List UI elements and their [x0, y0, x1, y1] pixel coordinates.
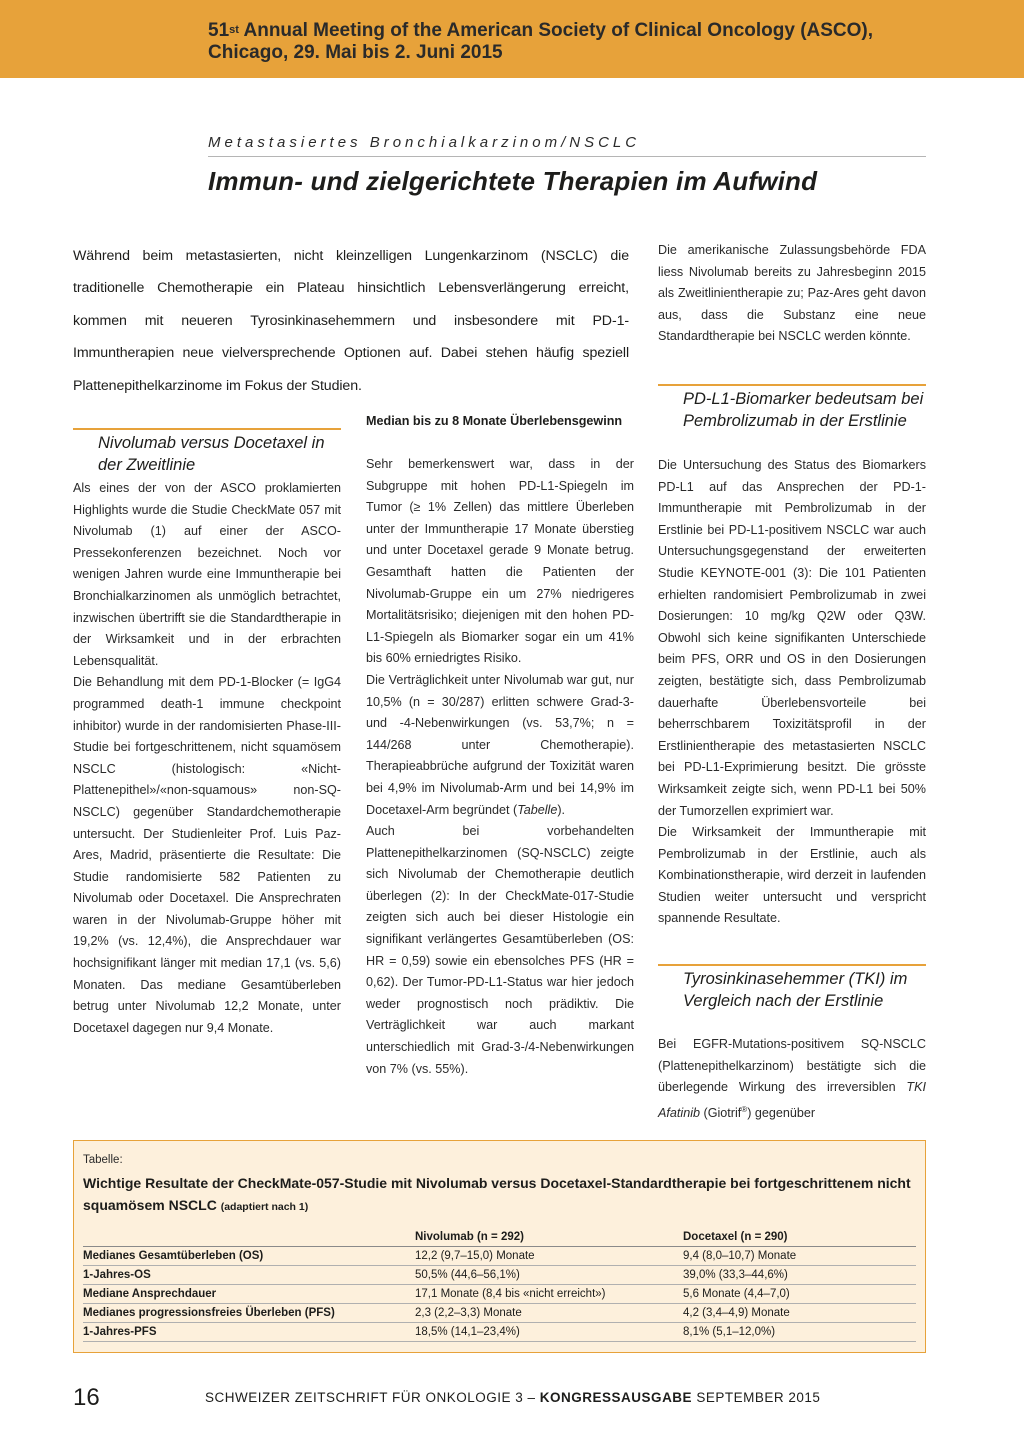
table-cell: 12,2 (9,7–15,0) Monate: [415, 1247, 683, 1266]
table-title: Wichtige Resultate der CheckMate-057-Studie mit Nivolumab versus Docetaxel-Standardtherapie bei fortgeschrittenem nicht squamösem NSCLC (adaptiert nach 1): [83, 1175, 911, 1213]
column-3-pdl1: [658, 455, 926, 930]
col2-paragraph-3: Auch bei vorbehandelten Plattenepithelkarzinomen (SQ-NSCLC) zeigte sich Nivolumab der Chemotherapie deutlich überlegen (2): In der CheckMate-017-Studie zeigten sich auch bei dieser Histologie ein signifikant verlängertes Gesamtüberleben (OS: HR = 0,59) sowie ein ebensolches PFS (HR = 0,62). Der Tumor-PD-L1-Status war hier jedoch weder prognostisch noch prädiktiv. Die Verträglichkeit war auch markant unterschiedlich mit Grad-3-/4-Nebenwirkungen von 7% (vs. 55%).: [366, 824, 634, 1076]
table-row: [83, 1323, 916, 1342]
col3-paragraph-0: Die amerikanische Zulassungsbehörde FDA liess Nivolumab bereits zu Jahresbeginn 2015 als Zweitlinientherapie zu; Paz-Ares geht davon aus, dass die Substanz eine neue Standardtherapie bei NSCLC werden könnte.: [658, 243, 926, 344]
table-row: [83, 1266, 916, 1285]
section-rule-1: [73, 428, 341, 430]
section-kicker: Metastasiertes Bronchialkarzinom/NSCLC: [208, 134, 641, 151]
table-cell: 5,6 Monate (4,4–7,0): [683, 1285, 916, 1304]
table-label: Tabelle:: [83, 1154, 123, 1166]
kicker-divider: [208, 156, 926, 157]
column-2: [366, 454, 634, 1080]
col3-paragraph-3: Bei EGFR-Mutations-positivem SQ-NSCLC (Plattenepithelkarzinom) bestätigte sich die überlegende Wirkung des irreversiblen TKI Afatinib (Giotrif®) gegenüber: [658, 1037, 926, 1120]
table-header-row: [83, 1227, 916, 1247]
table-cell: Mediane Ansprechdauer: [83, 1285, 415, 1304]
table-cell: Medianes Gesamtüberleben (OS): [83, 1247, 415, 1266]
banner-line-2: Chicago, 29. Mai bis 2. Juni 2015: [208, 42, 503, 63]
col1-paragraph-2: Die Behandlung mit dem PD-1-Blocker (= IgG4 programmed death-1 immune checkpoint inhibitor) wurde in der randomisierten Phase-III-Studie bei fortgeschrittenem, nicht squamösem NSCLC (histologisch: «Nicht-Plattenepithel»/«non-squamous» non-SQ-NSCLC) gegenüber Standardchemotherapie untersucht. Der Studienleiter Prof. Luis Paz-Ares, Madrid, präsentierte die Resultate: Die Studie randomisierte 582 Patienten zu Nivolumab oder Docetaxel. Die Ansprechraten waren in der Nivolumab-Gruppe höher mit 19,2% (vs. 12,4%), die Ansprechdauer war hochsignifikant länger mit median 17,1 (vs. 5,6) Monaten. Das mediane Gesamtüberleben betrug unter Nivolumab 12,2 Monate, unter Docetaxel dagegen nur 9,4 Monate.: [73, 675, 341, 1035]
column-3-tki: [658, 1034, 926, 1125]
table-cell: 4,2 (3,4–4,9) Monate: [683, 1304, 916, 1323]
table-cell: 39,0% (33,3–44,6%): [683, 1266, 916, 1285]
journal-footer: SCHWEIZER ZEITSCHRIFT FÜR ONKOLOGIE 3 – KONGRESSAUSGABE SEPTEMBER 2015: [205, 1390, 821, 1405]
table-cell: 8,1% (5,1–12,0%): [683, 1323, 916, 1342]
table-cell: 9,4 (8,0–10,7) Monate: [683, 1247, 916, 1266]
table-cell: 17,1 Monate (8,4 bis «nicht erreicht»): [415, 1285, 683, 1304]
table-cell: 1-Jahres-PFS: [83, 1323, 415, 1342]
col3-paragraph-1: Die Untersuchung des Status des Biomarkers PD-L1 auf das Ansprechen der PD-1-Immuntherapie mit Pembrolizumab in der Erstlinie bei PD-L1-positivem NSCLC war auch Untersuchungsgegenstand der erweiterten Studie KEYNOTE-001 (3): Die 101 Patienten erhielten randomisiert Pembrolizumab in zwei Dosierungen: 10 mg/kg Q2W oder Q3W. Obwohl sich keine signifikanten Unterschiede beim PFS, ORR und OS in den Dosierungen zeigten, bestätigte sich, dass Pembrolizumab dauerhafte Überlebensvorteile bei beherrschbarem Toxizitätsprofil in der Erstlinientherapie des metastasierten NSCLC bei PD-L1-Exprimierung besitzt. Die grösste Wirksamkeit zeigte sich, wenn PD-L1 bei 50% der Tumorzellen exprimiert war.: [658, 458, 926, 818]
banner-line-1: 51st Annual Meeting of the American Society of Clinical Oncology (ASCO),: [208, 20, 874, 41]
table-row: [83, 1304, 916, 1323]
table-cell: 1-Jahres-OS: [83, 1266, 415, 1285]
section-heading-pdl1: PD-L1-Biomarker bedeutsam bei Pembrolizumab in der Erstlinie: [683, 390, 924, 430]
table-header-docetaxel: Docetaxel (n = 290): [683, 1227, 916, 1247]
table-row: [83, 1285, 916, 1304]
table-row: [83, 1247, 916, 1266]
section-heading-tki: Tyrosinkinasehemmer (TKI) im Vergleich nach der Erstlinie: [683, 970, 908, 1010]
col1-paragraph-1: Als eines der von der ASCO proklamierten Highlights wurde die Studie CheckMate 057 mit Nivolumab (1) auf einer der ASCO-Pressekonferenzen bezeichnet. Noch vor wenigen Jahren wurde eine Immuntherapie bei Bronchialkarzinomen als unmöglich betrachtet, inzwischen übertrifft sie die Standardtherapie in der Wirksamkeit und in der erbrachten Lebensqualität.: [73, 481, 341, 668]
table-cell: 2,3 (2,2–3,3) Monate: [415, 1304, 683, 1323]
column-3-intro: [658, 240, 926, 348]
table-header-empty: [83, 1227, 415, 1247]
table-cell: Medianes progressionsfreies Überleben (PFS): [83, 1304, 415, 1323]
conference-banner: [0, 0, 1024, 78]
section-rule-2: [658, 384, 926, 386]
col3-paragraph-2: Die Wirksamkeit der Immuntherapie mit Pembrolizumab in der Erstlinie, auch als Kombinationstherapie, wird derzeit in laufenden Studien weiter untersucht und verspricht spannende Resultate.: [658, 825, 926, 926]
lead-paragraph: Während beim metastasierten, nicht kleinzelligen Lungenkarzinom (NSCLC) die traditionelle Chemotherapie ein Plateau hinsichtlich Lebensverlängerung erreicht, kommen mit neueren Tyrosinkinasehemmern und insbesondere mit PD-1-Immuntherapien neue vielversprechende Optionen auf. Dabei stehen häufig speziell Plattenepithelkarzinome im Fokus der Studien.: [73, 248, 629, 394]
subheading-survival: Median bis zu 8 Monate Überlebensgewinn: [366, 414, 623, 428]
section-rule-3: [658, 964, 926, 966]
table-header-nivolumab: Nivolumab (n = 292): [415, 1227, 683, 1247]
column-1: [73, 478, 341, 1039]
col2-paragraph-1: Sehr bemerkenswert war, dass in der Subgruppe mit hohen PD-L1-Spiegeln im Tumor (≥ 1% Zellen) das mittlere Überleben unter der Immuntherapie 17 Monate überstieg und unter Docetaxel gerade 9 Monate betrug. Gesamthaft hatten die Patienten der Nivolumab-Gruppe ein um 27% niedrigeres Mortalitätsrisiko; diejenigen mit den hohen PD-L1-Spiegeln als Biomarker sogar ein um 41% bis 60% erniedrigtes Risiko.: [366, 457, 634, 666]
table-cell: 50,5% (44,6–56,1%): [415, 1266, 683, 1285]
results-table: [83, 1227, 916, 1342]
col2-paragraph-2: Die Verträglichkeit unter Nivolumab war gut, nur 10,5% (n = 30/287) erlitten schwere Grad-3- und -4-Nebenwirkungen (vs. 53,7%; n = 144/268 unter Chemotherapie). Therapieabbrüche aufgrund der Toxizität waren bei 4,9% im Nivolumab-Arm und bei 14,9% im Docetaxel-Arm begründet (Tabelle).: [366, 672, 634, 817]
table-cell: 18,5% (14,1–23,4%): [415, 1323, 683, 1342]
page-number: 16: [73, 1384, 100, 1411]
section-heading-nivolumab: Nivolumab versus Docetaxel in der Zweitlinie: [98, 434, 325, 474]
page-title: Immun- und zielgerichtete Therapien im Aufwind: [208, 166, 818, 196]
